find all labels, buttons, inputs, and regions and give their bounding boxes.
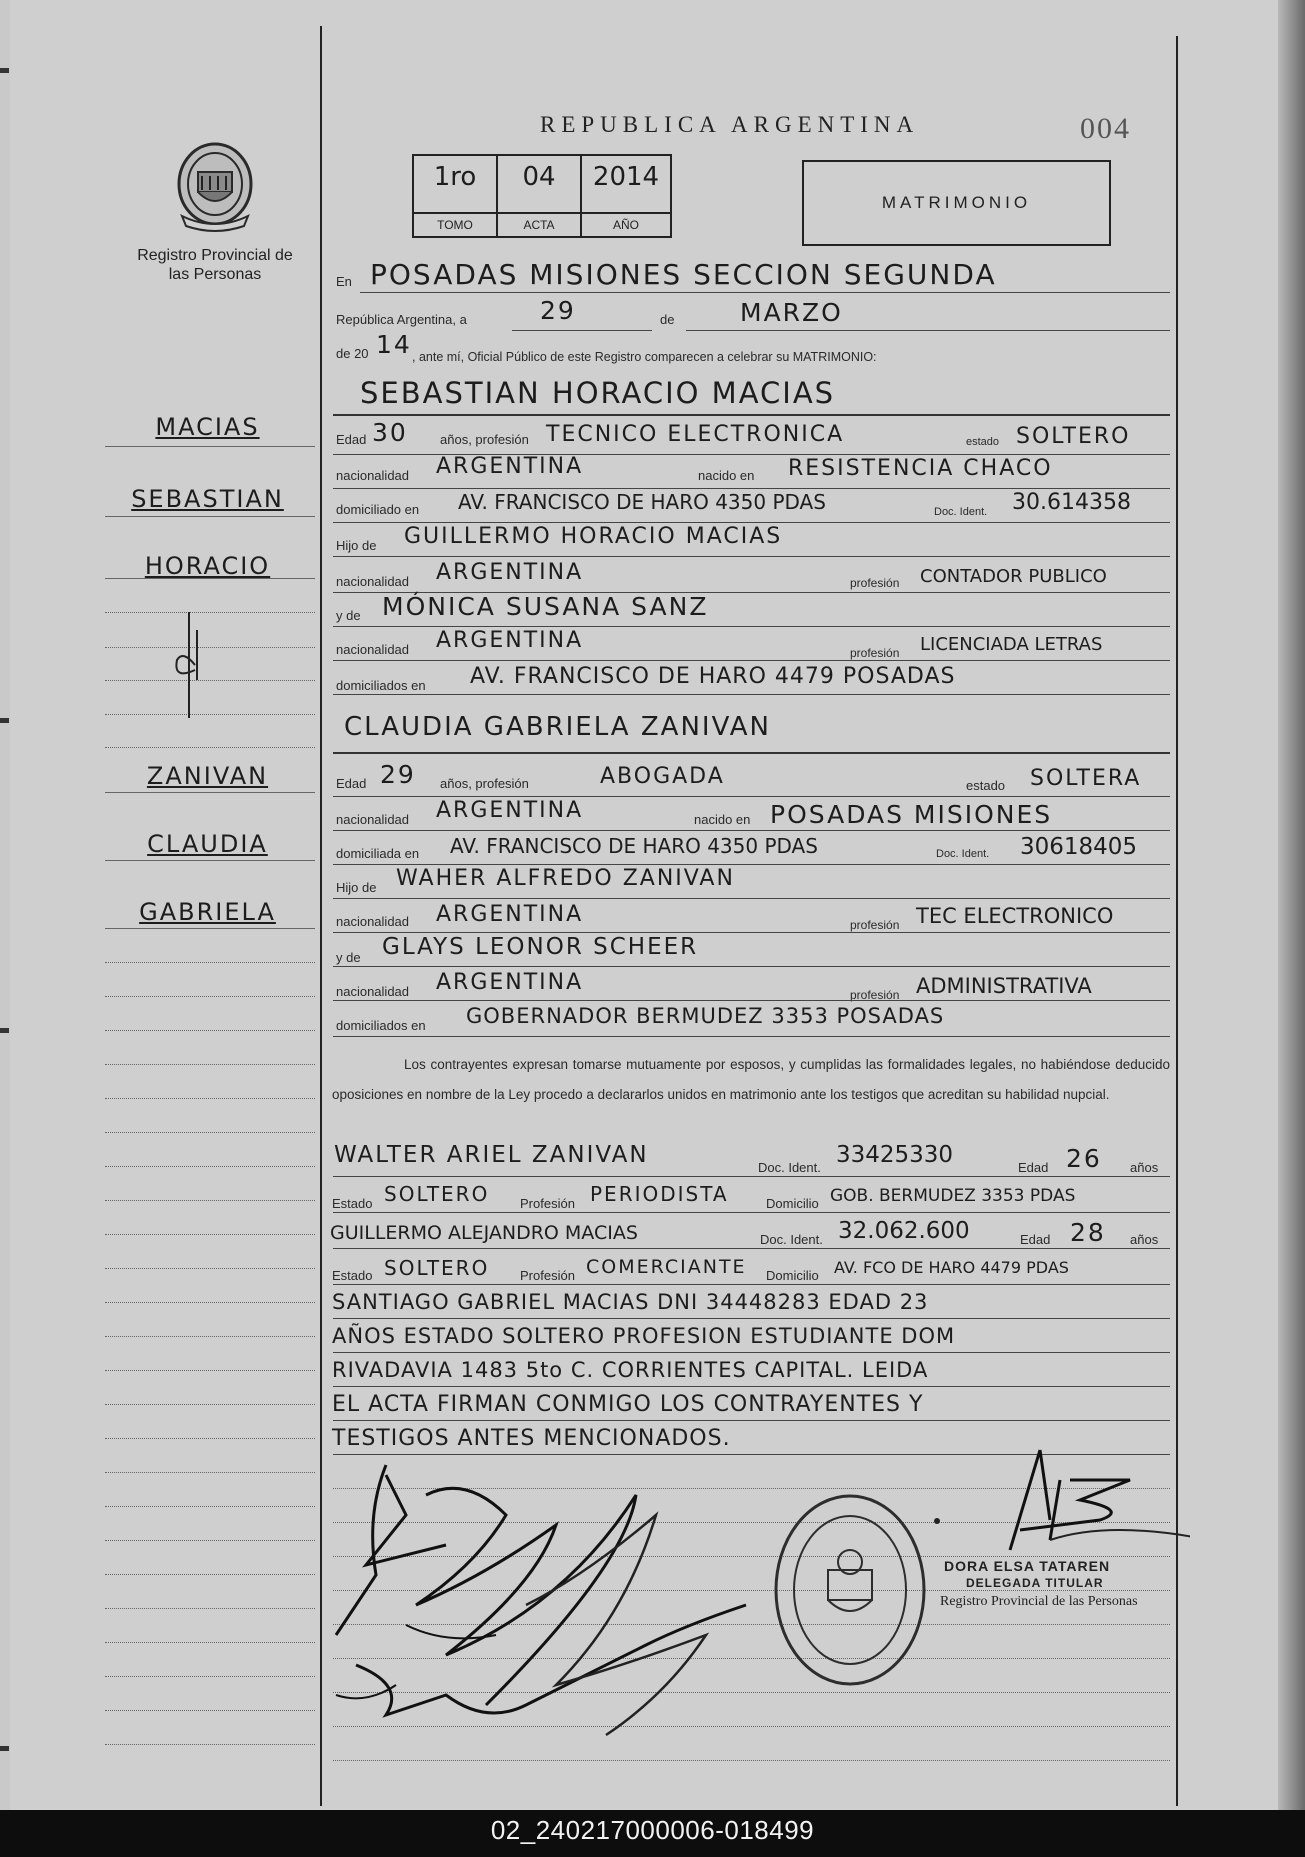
rule <box>333 1284 1170 1285</box>
tomo-label: TOMO <box>414 212 496 238</box>
margin-rule <box>105 1574 315 1575</box>
margin-rule <box>105 792 315 793</box>
rule <box>333 1248 1170 1249</box>
rule <box>333 626 1170 627</box>
witness-2-addr: AV. FCO DE HARO 4479 PDAS <box>834 1258 1069 1277</box>
margin-rule <box>105 1710 315 1711</box>
margin-divider <box>320 26 322 1806</box>
rule <box>333 898 1170 899</box>
country-title: REPUBLICA ARGENTINA <box>540 112 920 137</box>
official-name: DORA ELSA TATAREN <box>944 1558 1111 1574</box>
rule <box>333 932 1170 933</box>
bride-mother-prof: ADMINISTRATIVA <box>916 974 1092 998</box>
margin-bride-firstname: CLAUDIA <box>147 830 268 858</box>
intro-text: , ante mí, Oficial Público de este Registro comparecen a celebrar su MATRIMONIO: <box>412 350 877 364</box>
bride-status: SOLTERA <box>1030 766 1142 791</box>
groom-father-nat-label: nacionalidad <box>336 574 410 589</box>
margin-rule <box>105 1540 315 1541</box>
groom-father: GUILLERMO HORACIO MACIAS <box>404 524 783 549</box>
binder-hole <box>0 68 9 73</box>
notes-line-5: TESTIGOS ANTES MENCIONADOS. <box>332 1426 731 1451</box>
rule <box>333 1318 1170 1319</box>
witness-1-status-label: Estado <box>332 1196 373 1211</box>
margin-rule <box>105 578 315 579</box>
marriage-day: 29 <box>540 296 576 325</box>
bride-mother-nat-label: nacionalidad <box>336 984 410 999</box>
margin-rule <box>105 1404 315 1405</box>
bride-mother-prof-label: profesión <box>850 988 900 1002</box>
groom-profession-label: años, profesión <box>440 432 529 447</box>
notes-line-2: AÑOS ESTADO SOLTERO PROFESION ESTUDIANTE DOM <box>332 1324 956 1348</box>
margin-groom-middlename: HORACIO <box>144 552 271 580</box>
bride-mother: GLAYS LEONOR SCHEER <box>382 934 699 960</box>
bride-status-label: estado <box>966 778 1006 793</box>
margin-rule <box>105 860 315 861</box>
bride-doc: 30618405 <box>1020 834 1138 860</box>
witness-1-age-label: Edad <box>1018 1160 1049 1175</box>
anio-value: 2014 <box>592 162 660 192</box>
bride-doc-label: Doc. Ident. <box>936 848 990 860</box>
groom-born: RESISTENCIA CHACO <box>788 456 1053 481</box>
margin-rule <box>105 928 315 929</box>
witness-2-name: GUILLERMO ALEJANDRO MACIAS <box>330 1222 638 1244</box>
groom-doc: 30.614358 <box>1012 490 1131 515</box>
margin-rule <box>105 1642 315 1643</box>
document-id: 02_240217000006-018499 <box>490 1815 815 1845</box>
witness-1-age: 26 <box>1066 1144 1102 1173</box>
bride-father-label: Hijo de <box>336 880 377 895</box>
groom-mother-prof: LICENCIADA LETRAS <box>920 634 1103 655</box>
anio-label: AÑO <box>582 212 670 238</box>
bride-father-prof-label: profesión <box>850 918 900 932</box>
margin-rule <box>105 1200 315 1201</box>
margin-rule <box>105 1302 315 1303</box>
witness-2-doc-label: Doc. Ident. <box>760 1232 823 1247</box>
tomo-value: 1ro <box>433 162 477 192</box>
witness-2-age: 28 <box>1070 1218 1106 1247</box>
de-label: de <box>660 312 675 327</box>
witness-2-status-label: Estado <box>332 1268 373 1283</box>
margin-rule <box>105 1234 315 1235</box>
rule <box>333 966 1170 967</box>
groom-mother-prof-label: profesión <box>850 646 900 660</box>
groom-mother-label: y de <box>336 608 361 623</box>
marriage-month: MARZO <box>740 298 843 327</box>
margin-rule <box>105 1098 315 1099</box>
groom-profession: TECNICO ELECTRONICA <box>546 422 845 447</box>
groom-mother-nat: ARGENTINA <box>436 628 584 653</box>
ink-dot <box>934 1518 940 1524</box>
bride-name-rule <box>333 752 1170 754</box>
notes-line-3: RIVADAVIA 1483 5to C. CORRIENTES CAPITAL. LEIDA <box>332 1358 929 1382</box>
bride-profession-label: años, profesión <box>440 776 529 791</box>
bride-age: 29 <box>380 760 416 789</box>
groom-address-label: domiciliado en <box>336 502 420 517</box>
acta-cell <box>498 156 582 236</box>
witness-1-prof-label: Profesión <box>520 1196 575 1211</box>
bride-parents-addr: GOBERNADOR BERMUDEZ 3353 POSADAS <box>466 1004 945 1028</box>
witness-1-addr: GOB. BERMUDEZ 3353 PDAS <box>830 1186 1076 1206</box>
bride-father-nat-label: nacionalidad <box>336 914 410 929</box>
groom-parents-addr-label: domiciliados en <box>336 678 426 693</box>
margin-rule <box>105 1268 315 1269</box>
witness-2-age-label: Edad <box>1020 1232 1051 1247</box>
rule <box>333 1036 1170 1037</box>
rule <box>333 796 1170 797</box>
margin-rule <box>105 962 315 963</box>
binder-hole <box>0 1746 9 1751</box>
groom-age: 30 <box>372 418 408 447</box>
acta-label: ACTA <box>498 212 580 238</box>
official-seal-stamp <box>770 1492 930 1688</box>
witness-1-name: WALTER ARIEL ZANIVAN <box>334 1142 649 1168</box>
rule <box>333 830 1170 831</box>
rule <box>333 1420 1170 1421</box>
rule <box>333 1212 1170 1213</box>
rule <box>333 864 1170 865</box>
official-role: DELEGADA TITULAR <box>966 1576 1104 1590</box>
official-institution: Registro Provincial de las Personas <box>940 1594 1138 1609</box>
republic-label: República Argentina, a <box>336 312 467 327</box>
rule <box>333 1386 1170 1387</box>
groom-nationality: ARGENTINA <box>436 454 584 479</box>
margin-rule <box>105 1030 315 1031</box>
margin-rule <box>105 1064 315 1065</box>
rule <box>333 488 1170 489</box>
groom-address: AV. FRANCISCO DE HARO 4350 PDAS <box>458 490 826 514</box>
declaration-text: Los contrayentes expresan tomarse mutuamente por esposos, y cumplidas las formalidades legales, no habiéndose deducido oposiciones en nombre de la Ley procedo a declararlos unidos en matrimonio ante los testigos que acreditan su habilidad nupcial. <box>332 1057 1170 1102</box>
marriage-place: POSADAS MISIONES SECCION SEGUNDA <box>370 258 997 291</box>
margin-groom-surname: MACIAS <box>155 413 260 441</box>
bride-name: CLAUDIA GABRIELA ZANIVAN <box>344 712 771 742</box>
page-number: 004 <box>1080 112 1131 145</box>
groom-father-prof-label: profesión <box>850 576 900 590</box>
bride-address: AV. FRANCISCO DE HARO 4350 PDAS <box>450 834 818 858</box>
groom-age-label: Edad <box>336 432 367 447</box>
groom-name-rule <box>333 414 1170 416</box>
margin-rule <box>105 1676 315 1677</box>
margin-rule <box>105 996 315 997</box>
registry-fields <box>412 154 672 238</box>
margin-rule <box>105 1472 315 1473</box>
witness-2-prof: COMERCIANTE <box>586 1256 747 1278</box>
rule <box>512 330 652 331</box>
margin-bride-middlename: GABRIELA <box>139 898 276 926</box>
tomo-cell <box>414 156 498 236</box>
witness-1-doc: 33425330 <box>836 1142 954 1168</box>
year-prefix: de 20 <box>336 346 369 361</box>
bride-mother-label: y de <box>336 950 361 965</box>
witness-1-prof: PERIODISTA <box>590 1182 729 1206</box>
rule <box>360 292 1170 293</box>
groom-father-label: Hijo de <box>336 538 377 553</box>
rule <box>333 660 1170 661</box>
margin-rule <box>105 446 315 447</box>
groom-born-label: nacido en <box>698 468 755 483</box>
record-type: MATRIMONIO <box>881 193 1032 212</box>
witness-2-prof-label: Profesión <box>520 1268 575 1283</box>
margin-rule <box>105 1438 315 1439</box>
witness-2-status: SOLTERO <box>384 1256 490 1280</box>
groom-parents-addr: AV. FRANCISCO DE HARO 4479 POSADAS <box>470 664 956 689</box>
bride-father-prof: TEC ELECTRONICO <box>916 904 1114 928</box>
rule <box>333 556 1170 557</box>
groom-name: SEBASTIAN HORACIO MACIAS <box>360 376 836 410</box>
en-label: En <box>336 274 352 289</box>
groom-nationality-label: nacionalidad <box>336 468 410 483</box>
rule <box>333 1176 1170 1177</box>
bride-nationality: ARGENTINA <box>436 798 584 823</box>
bride-father: WAHER ALFREDO ZANIVAN <box>396 866 735 891</box>
groom-mother-nat-label: nacionalidad <box>336 642 410 657</box>
margin-initials-mark <box>165 610 215 720</box>
margin-groom-firstname: SEBASTIAN <box>131 485 284 513</box>
bride-address-label: domiciliada en <box>336 846 420 861</box>
margin-rule <box>105 747 315 748</box>
witness-2-years-label: años <box>1130 1232 1159 1247</box>
witness-1-status: SOLTERO <box>384 1182 490 1206</box>
rule <box>686 330 1170 331</box>
rule <box>333 1000 1170 1001</box>
rule <box>333 1760 1170 1761</box>
rule <box>333 522 1170 523</box>
margin-rule <box>105 1370 315 1371</box>
margin-bride-surname: ZANIVAN <box>146 762 269 790</box>
witness-2-addr-label: Domicilio <box>766 1268 819 1283</box>
misiones-coat-of-arms-logo <box>172 140 258 234</box>
contracting-parties-signatures <box>326 1455 776 1755</box>
margin-rule <box>105 1744 315 1745</box>
record-type-box <box>802 160 1111 246</box>
anio-cell <box>582 156 670 236</box>
rule <box>333 1352 1170 1353</box>
margin-rule <box>105 1132 315 1133</box>
bride-mother-nat: ARGENTINA <box>436 970 584 995</box>
groom-mother: MÓNICA SUSANA SANZ <box>382 592 709 621</box>
groom-father-nat: ARGENTINA <box>436 560 584 585</box>
groom-doc-label: Doc. Ident. <box>934 506 988 518</box>
bride-born: POSADAS MISIONES <box>770 800 1053 829</box>
official-signature <box>990 1440 1190 1560</box>
notes-line-1: SANTIAGO GABRIEL MACIAS DNI 34448283 EDAD 23 <box>332 1290 929 1314</box>
margin-rule <box>105 1608 315 1609</box>
binder-hole <box>0 718 9 723</box>
witness-2-doc: 32.062.600 <box>838 1218 970 1244</box>
notes-line-4: EL ACTA FIRMAN CONMIGO LOS CONTRAYENTES Y <box>332 1392 924 1417</box>
groom-father-prof: CONTADOR PUBLICO <box>920 566 1107 587</box>
margin-rule <box>105 1336 315 1337</box>
witness-1-years-label: años <box>1130 1160 1159 1175</box>
registry-name: Registro Provincial de las Personas <box>137 247 293 283</box>
binder-hole <box>0 1028 9 1033</box>
bride-parents-addr-label: domiciliados en <box>336 1018 426 1033</box>
page-edge <box>1278 0 1305 1810</box>
groom-status: SOLTERO <box>1016 424 1131 449</box>
bride-father-nat: ARGENTINA <box>436 902 584 927</box>
bride-nationality-label: nacionalidad <box>336 812 410 827</box>
margin-rule <box>105 516 315 517</box>
witness-1-doc-label: Doc. Ident. <box>758 1160 821 1175</box>
bride-age-label: Edad <box>336 776 367 791</box>
bride-profession: ABOGADA <box>600 764 725 789</box>
acta-value: 04 <box>522 162 556 192</box>
witness-1-addr-label: Domicilio <box>766 1196 819 1211</box>
margin-rule <box>105 1166 315 1167</box>
margin-rule <box>105 1506 315 1507</box>
groom-status-label: estado <box>966 436 1000 448</box>
bride-born-label: nacido en <box>694 812 751 827</box>
rule <box>333 694 1170 695</box>
marriage-year-suffix: 14 <box>376 330 412 359</box>
